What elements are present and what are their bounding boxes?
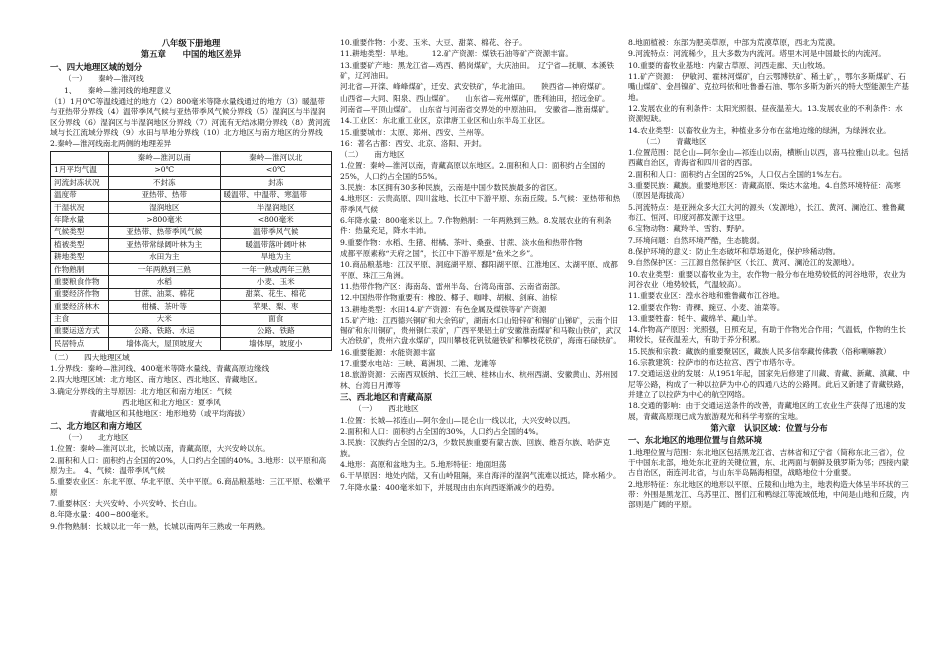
paragraph: 2.秦岭—淮河线南北两侧的地理差异 [50,139,172,149]
table-row [51,202,332,214]
table-cell: 暖温带、中温带、寒温带 [220,189,332,201]
paragraph: 1、 秦岭—淮河线的地理意义 [64,85,172,95]
paragraph: 2.面积和人口：面积约占全国的25%，人口仅占全国的1%左右。 [628,169,847,179]
table-cell: 公路、铁路 [220,325,332,337]
section-heading: 三、西北地区和青藏高原 [340,392,433,402]
table-row [51,263,332,275]
table-row [51,189,332,201]
paragraph: 成都平原素称“天府之国”，长江中下游平原是“鱼米之乡”。 [340,248,538,258]
paragraph: 9.自然保护区：三江源自然保护区（长江、黄河、澜沧江的发源地）。 [628,258,860,268]
paragraph: 1.位置：秦岭—淮河以南，青藏高原以东地区。2.面积和人口：面积约占全国的25%，人口约占全国的55%。 [340,161,606,181]
table-cell: >800毫米 [109,214,221,226]
paragraph: 2.地形特征：东北地区的地形以平原、丘陵和山地为主，地表构造大体呈半环状的三带：外围是黑龙江、乌苏里江、图们江和鸭绿江等流域低地，中间是山地和丘陵，内部则是广阔的平原。 [628,479,909,510]
paragraph: 3.确定分界线的主导原因：北方地区和南方地区：气候 [50,386,232,396]
table-cell: 公路、铁路、水运 [109,325,221,337]
paragraph: 7.重要林区：大兴安岭、小兴安岭、长白山。 [50,498,202,508]
table-cell: 暖温带落叶阔叶林 [220,239,332,251]
paragraph: 7.年降水量：400毫米如下，并展现由由东向西逐渐减少的趋势。 [340,482,560,492]
table-cell: <800毫米 [220,214,332,226]
table-cell: 墙体厚，坡度小 [220,338,332,350]
subsection-heading: （二） 四大地理区域 [50,352,130,362]
paragraph: 15.矿产地：江西德兴铜矿和大余钨矿，湖南水口山铅锌矿和锡矿山锑矿，云南个旧锡矿和东川铜矿，贵州铜仁汞矿，广西平果铝土矿安徽淮南煤矿和马鞍山铁矿，武汉大冶铁矿，贵州六盘水煤矿，四川攀枝花钒钛磁铁矿和攀枝花铁矿，海南石碌铁矿。 [340,315,621,346]
table-cell: 亚热带、热带 [109,189,221,201]
comparison-table [50,151,332,350]
table-row [51,239,332,251]
table-cell: 亚热带、热带季风气候 [109,226,221,238]
paragraph: 河北省—开滦、峰峰煤矿，迁安、武安铁矿，华北油田。 陕西省—神府煤矿。 [340,82,610,92]
section-heading: 一、东北地区的地理位置与自然环境 [628,435,762,446]
paragraph: 18.交通的影响：由于交通运送条件的改善，青藏地区的工农业生产获得了迅速的发展，青藏高原现已成为旅游观光和科学考察的宝地。 [628,401,906,421]
row-label: 耕地类型 [51,251,109,263]
paragraph: 16：著名古都：西安、北京、洛阳、开封。 [340,138,487,148]
paragraph: 13.重要矿产地：黑龙江省—鸡西、鹤岗煤矿，大庆油田。 辽宁省—抚顺、本溪铁矿，辽河油田。 [340,60,615,80]
table-cell: 墙体高大，屋顶坡度大 [109,338,221,350]
grade-title: 八年级下册地理 [161,38,221,48]
row-label: 河流封冻状况 [51,177,109,189]
paragraph: 西北地区和北方地区：夏季风 [122,397,221,407]
paragraph: 2.四大地理区域：北方地区、南方地区、西北地区、青藏地区。 [50,375,263,385]
row-label: 重要粮食作物 [51,276,109,288]
paragraph: 1.位置：长城—祁连山—阿尔金山—昆仑山一线以北，大兴安岭以西。 [340,415,576,425]
paragraph: 1.位置范围：昆仑山—阿尔金山—祁连山以南，横断山以西，喜马拉雅山以北。包括西藏自治区，青海省和四川省的西部。 [628,148,909,168]
table-row [51,164,332,176]
paragraph: 10.重要作物：小麦、玉米、大豆、甜菜、棉花、谷子。 [340,38,527,47]
paragraph: 9.河流特点：河流稀少，且大多数为内流河。塔里木河是中国最长的内流河。 [628,49,886,59]
paragraph: 山西省—大同、阳泉、西山煤矿。 山东省—兖州煤矿，胜利油田，招远金矿。 [340,93,610,103]
table-cell: 水田为主 [109,251,221,263]
subsection-heading: （一） 西北地区 [354,404,419,414]
table-cell: 一年一熟或两年三熟 [220,263,332,275]
column-3 [628,38,910,512]
paragraph: 5.重要农业区：东北平原、华北平原、关中平原。6.商品粮基地：三江平原、松嫩平原 [50,477,331,497]
table-cell: 一年两熟到三熟 [109,263,221,275]
table-cell: 不封冻 [109,177,221,189]
subsection-heading: （一） 北方地区 [64,433,129,442]
table-cell: 封冻 [220,177,332,189]
table-row [51,338,332,350]
paragraph: 11.热带作物产区：海南岛、雷州半岛、台湾岛南部、云南省南部。 [340,281,565,291]
paragraph: 14.农业类型：以畜牧业为主，种植业多分布在盆地边缘的绿洲，为绿洲农业。 [628,125,891,135]
row-label: 气候类型 [51,226,109,238]
paragraph: 8.年降水量：400~800毫米。 [50,510,154,520]
paragraph: 1.位置：秦岭—淮河以北，长城以南，青藏高原，大兴安岭以东。 [50,444,270,454]
row-label: 年降水量 [51,214,109,226]
row-label: 重要经济林木 [51,301,109,313]
paragraph: 河南省—平顶山煤矿。 山东省与河南省交界处的中原油田。 安徽省—淮南煤矿。 [340,104,614,114]
table-header-cell: 秦岭—淮河以北 [220,152,332,164]
table-row [51,313,332,325]
table-cell: 大米 [109,313,221,325]
paragraph: 1.地理位置与范围：东北地区包括黑龙江省、吉林省和辽宁省（简称东北三省），位于中国东北部，地处东北亚的关键位置，东、北两面与朝鲜及俄罗斯为邻；西接内蒙古自治区，南连河北省，与山东半岛隔海相望，战略地位十分重要。 [628,447,909,478]
table-row [51,301,332,313]
column-2 [340,38,622,494]
row-label: 1月平均气温 [51,164,109,176]
paragraph: 16.宗教建筑：拉萨市的布达拉宫、西宁市塔尔寺。 [628,358,800,368]
table-cell: 旱地为主 [220,251,332,263]
paragraph: 17.重要水电站：三峡、葛洲坝、二滩、龙滩等 [340,359,497,369]
row-label: 干湿状况 [51,202,109,214]
paragraph: 2.面积和人口：面积约占全国的20%，人口约占全国的40%。3.地形：以平原和高原为主。 4、气候：温带季风气候 [50,455,327,475]
table-header-cell [51,152,109,164]
table-cell: <0℃ [220,164,332,176]
paragraph: （1）1月0℃等温线通过的地方（2）800毫米等降水量线通过的地方（3）暖温带与亚热带分界线（4）温带季风气候与亚热带季风气候分界线（5）湿润区与半湿润区分界线（6）湿润区与半湿润地区分界线（7）河流有无结冰期分界线（8）黄河流域与长江流域分界线（9）水田与旱地分界线（10）北方地区与南方地区的分界线 [50,96,331,137]
row-label: 民居特点 [51,338,109,350]
paragraph: 8.保护环境的意义：防止生态破坏和草场退化，保护珍稀动物。 [628,246,841,256]
paragraph: 17.交通运送业的发展：从1951年起，国家先后修建了川藏、青藏、新藏、滇藏、中尼等公路，构成了一种以拉萨为中心的四通八达的公路网。此后又新建了青藏铁路，并建立了以拉萨为中心的航空网络。 [628,369,910,399]
table-cell: 湿润地区 [109,202,221,214]
paragraph: 10.农业类型：重要以畜牧业为主，农作物一般分布在地势较低的河谷地带，农业为河谷农业（地势较低，气温较高）。 [628,269,906,289]
chapter-title: 第六章 认识区域：位置与分布 [710,422,828,433]
paragraph: 12.重要农作物：青稞、豌豆、小麦、油菜等。 [628,302,785,312]
paragraph: 5.河流特点：是亚洲众多大江大河的源头（发源地），长江、黄河、澜沧江、雅鲁藏布江、恒河、印度河都发源于这里。 [628,202,905,222]
paragraph: 14.作物高产原因：光照强，日照充足，有助于作物光合作用；气温低，作物的生长期较长，昼夜温差大，有助于养分积累。 [628,325,906,345]
table-cell: 柑橘、茶叶等 [109,301,221,313]
table-cell: 亚热带常绿阔叶林为主 [109,239,221,251]
paragraph: 1.分界线：秦岭—淮河线、400毫米等降水量线、青藏高原边缘线 [50,364,270,374]
paragraph: 3.民族：本区拥有30多种民族，云南是中国少数民族最多的省区。 [340,183,562,193]
table-row [51,177,332,189]
paragraph: 8.地面植被：东部为肥美草原，中部为荒漠草原，西北为荒漠。 [628,38,841,47]
paragraph: 12.发展农业的有利条件：太阳光照很、昼夜温差大。13.发展农业的不利条件：水资源短缺。 [628,103,903,124]
table-cell: 水稻 [109,276,221,288]
subsection-heading: （二） 青藏地区 [642,136,707,146]
paragraph: 2.面积和人口：面积约占全国的30%，人口约占全国的4%。 [340,427,544,437]
section-heading: 一、四大地理区域的划分 [50,61,143,72]
table-row [51,276,332,288]
paragraph: 6.宝物动物：藏羚羊、雪豹、野驴。 [628,224,750,234]
table-row [51,251,332,263]
table-row [51,214,332,226]
paragraph: 15.民族和宗教：藏族的重要聚居区，藏族人民多信奉藏传佛教（俗称喇嘛教） [628,346,891,356]
paragraph: 14.工业区：东北重工业区，京津唐工业区和山东半岛工业区。 [340,116,550,126]
table-row [51,288,332,300]
paragraph: 18.旅游资源：云南西双版纳、长江三峡、桂林山水、杭州西湖、安徽黄山、苏州园林、台湾日月潭等 [340,370,618,390]
table-row [51,226,332,238]
paragraph: 12.中国热带作物重要有：橡胶、椰子、咖啡、胡椒、剑麻、油棕 [340,293,558,303]
paragraph: 3.民族：汉族约占全国的2/3，少数民族重要有蒙古族、回族、维吾尔族、哈萨克族。 [340,438,611,458]
column-1 [50,38,332,533]
table-header-cell: 秦岭—淮河以南 [109,152,221,164]
paragraph: 13.耕地类型：水田14.矿产资源：有色金属及煤铁等矿产资源 [340,304,547,314]
paragraph: 16.重要能源：水能资源丰富 [340,347,436,357]
paragraph: 10.重要的畜牧业基地：内蒙古草原、河西走廊、天山牧场。 [628,60,830,70]
paragraph: 青藏地区和其他地区：地形地势（或平均海拔） [90,409,250,419]
row-label: 主食 [51,313,109,325]
row-label: 重要经济作物 [51,288,109,300]
table-header-row [51,152,332,164]
row-label: 植被类型 [51,239,109,251]
table-cell: 小麦、玉米 [220,276,332,288]
table-cell: 面食 [220,313,332,325]
paragraph: 3.重要民族：藏族。重要地形区：青藏高原、柴达木盆地。4.自然环境特征：高寒（原因是海拔高） [628,181,901,201]
paragraph: 9.作物熟制：长城以北一年一熟，长城以南两年三熟或一年两熟。 [50,521,270,531]
row-label: 重要运送方式 [51,325,109,337]
paragraph: 4.地形：高原和盆地为主。5.地形特征：地面坦荡 [340,459,507,469]
row-label: 温度带 [51,189,109,201]
subsection-heading: （二） 南方地区 [340,150,405,160]
table-cell: 甜菜、花生、棉花 [220,288,332,300]
paragraph: 9.重要作物：水稻、生猪、柑橘、茶叶、桑蚕、甘蔗、淡水鱼和热带作物 [340,237,583,247]
paragraph: 4.地形区：云贵高原、四川盆地、长江中下游平原、东南丘陵。5.气候：亚热带和热带季风气候 [340,194,621,214]
paragraph: 6.干旱原因：地处内陆，又有山岭阻隔，来自海洋的湿润气流难以抵达，降水稀少。 [340,471,621,481]
paragraph: 13.重要牲畜：牦牛、藏绵羊、藏山羊。 [628,313,762,323]
subsection-heading: （一） 秦岭—淮河线 [64,74,144,84]
paragraph: 11.耕地类型：旱地。 12.矿产资源：煤铁石油等矿产资源丰富。 [340,49,573,59]
table-cell: 苹果、梨、枣 [220,301,332,313]
row-label: 作物熟制 [51,263,109,275]
paragraph: 10.商品粮基地：江汉平原、洞庭湖平原、鄱阳湖平原、江淮地区、太湖平原、成都平原、珠江三角洲。 [340,260,618,280]
table-cell: >0℃ [109,164,221,176]
paragraph: 11.重要农业区：湟水谷地和雅鲁藏布江谷地。 [628,291,785,301]
chapter-title: 第五章 中国的地区差异 [140,49,242,60]
table-cell: 甘蔗、油菜、棉花 [109,288,221,300]
paragraph: 6.年降水量：800毫米以上。7.作物熟制：一年两熟到三熟。8.发展农业的有利条件：热量充足，降水丰沛。 [340,216,612,236]
table-row [51,325,332,337]
paragraph: 15.重要城市：太原、郑州、西安、兰州等。 [340,127,489,137]
table-cell: 半湿润地区 [220,202,332,214]
section-heading: 二、北方地区和南方地区 [50,420,143,431]
paragraph: 11.矿产资源： 伊敏河、霍林河煤矿，白云鄂博铁矿、稀土矿，，鄂尔多斯煤矿、石嘴山煤矿、金昌镍矿、克拉玛依和吐鲁番石油、鄂尔多斯为新兴的特大型能源生产基地。 [628,71,909,102]
paragraph: 7.环境问题：自然环境严酷，生态脆弱。 [628,235,765,245]
table-cell: 温带季风气候 [220,226,332,238]
